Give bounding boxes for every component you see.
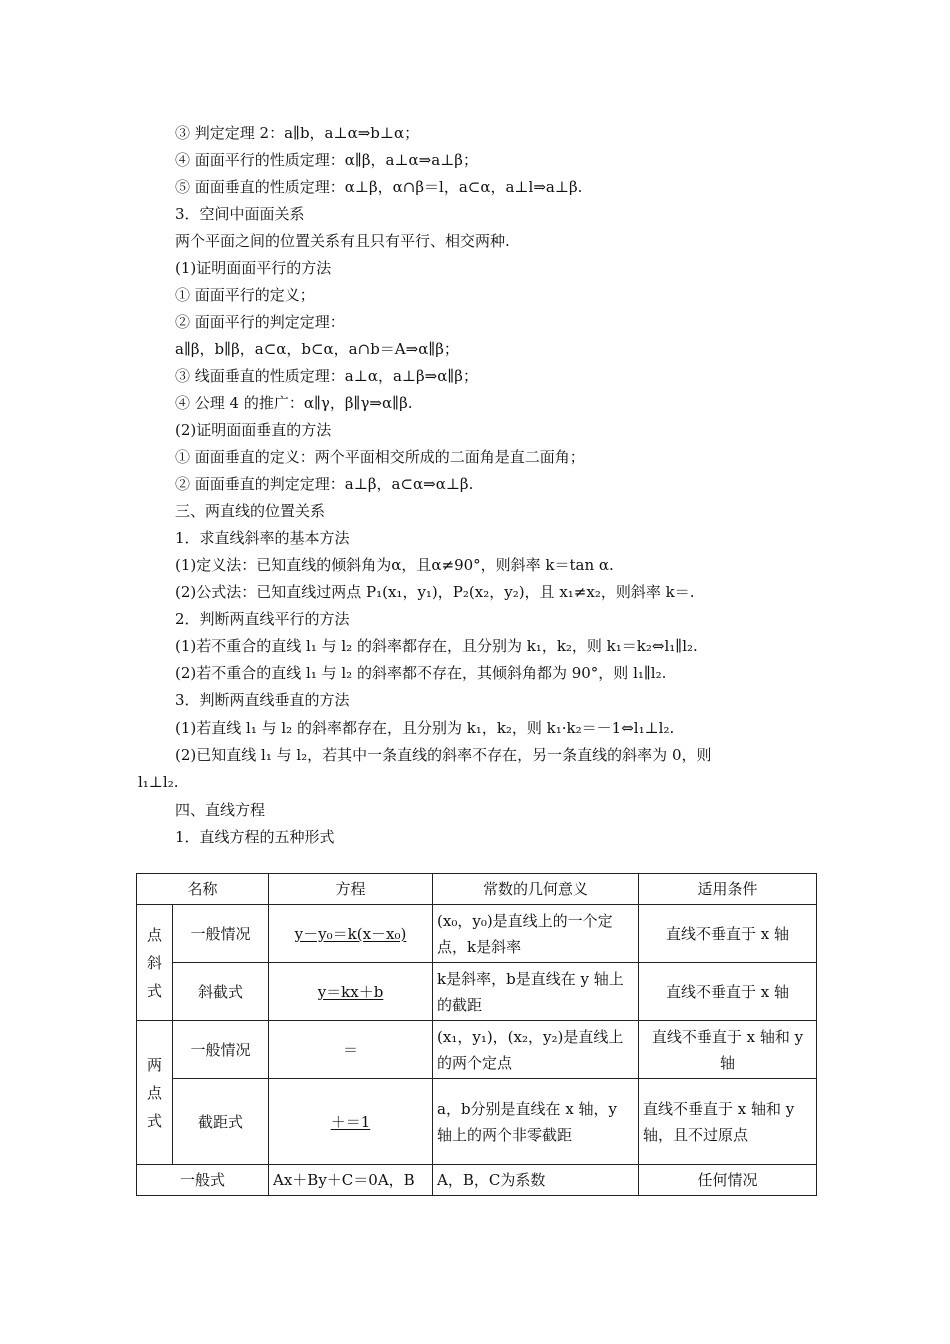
row-equation: y＝kx＋b bbox=[269, 963, 433, 1021]
row-condition: 直线不垂直于 x 轴 bbox=[639, 905, 817, 963]
text-line: l₁⊥l₂. bbox=[138, 773, 179, 791]
table-row bbox=[137, 1021, 817, 1079]
text-line: a∥β，b∥β，a⊂α，b⊂α，a∩b＝A⇒α∥β； bbox=[175, 340, 459, 358]
text-line: (2)已知直线 l₁ 与 l₂，若其中一条直线的斜率不存在，另一条直线的斜率为 0，则 bbox=[175, 746, 712, 764]
text-line: ② 面面平行的判定定理： bbox=[175, 313, 345, 331]
header-name: 名称 bbox=[137, 874, 269, 905]
row-meaning: (x₀，y₀)是直线上的一个定点，k是斜率 bbox=[433, 905, 639, 963]
section-heading: 三、两直线的位置关系 bbox=[175, 502, 326, 520]
header-condition: 适用条件 bbox=[639, 874, 817, 905]
text-line: (2)公式法：已知直线过两点 P₁(x₁，y₁)，P₂(x₂，y₂)，且 x₁≠x₂，则斜率 k＝. bbox=[175, 583, 695, 601]
table-row bbox=[137, 1165, 817, 1196]
row-name: 斜截式 bbox=[173, 963, 269, 1021]
text-line: (1)证明面面平行的方法 bbox=[175, 259, 332, 277]
header-equation: 方程 bbox=[269, 874, 433, 905]
text-line: 两个平面之间的位置关系有且只有平行、相交两种. bbox=[175, 232, 510, 250]
row-condition: 直线不垂直于 x 轴和 y 轴，且不过原点 bbox=[639, 1079, 817, 1165]
text-line: (1)定义法：已知直线的倾斜角为α，且α≠90°，则斜率 k＝tan α. bbox=[175, 556, 614, 574]
line-equation-forms-table bbox=[136, 873, 817, 1196]
row-meaning: a，b分别是直线在 x 轴，y 轴上的两个非零截距 bbox=[433, 1079, 639, 1165]
table-row bbox=[137, 1079, 817, 1165]
header-meaning: 常数的几何意义 bbox=[433, 874, 639, 905]
table-row bbox=[137, 963, 817, 1021]
row-equation: ＝ bbox=[269, 1021, 433, 1079]
row-meaning: A，B，C为系数 bbox=[433, 1165, 639, 1196]
section-heading: 1．求直线斜率的基本方法 bbox=[175, 529, 350, 547]
row-equation: ＋＝1 bbox=[269, 1079, 433, 1165]
group-two-point: 两点式 bbox=[137, 1021, 173, 1165]
text-line: ① 面面平行的定义； bbox=[175, 286, 315, 304]
row-name: 一般情况 bbox=[173, 1021, 269, 1079]
text-line: ⑤ 面面垂直的性质定理：α⊥β，α∩β＝l，a⊂α，a⊥l⇒a⊥β. bbox=[175, 178, 583, 196]
table-header-row bbox=[137, 874, 817, 905]
row-equation: Ax＋By＋C＝0A，B bbox=[269, 1165, 433, 1196]
group-point-slope: 点斜式 bbox=[137, 905, 173, 1021]
text-line: ③ 判定定理 2：a∥b，a⊥α⇒b⊥α； bbox=[175, 124, 420, 142]
section-heading: 四、直线方程 bbox=[175, 801, 266, 819]
row-meaning: (x₁，y₁)，(x₂，y₂)是直线上的两个定点 bbox=[433, 1021, 639, 1079]
row-name: 截距式 bbox=[173, 1079, 269, 1165]
text-line: ③ 线面垂直的性质定理：a⊥α，a⊥β⇒α∥β； bbox=[175, 367, 478, 385]
text-line: (1)若不重合的直线 l₁ 与 l₂ 的斜率都存在，且分别为 k₁，k₂，则 k₁＝k₂⇔l₁∥l₂. bbox=[175, 637, 698, 655]
text-line: ② 面面垂直的判定定理：a⊥β，a⊂α⇒α⊥β. bbox=[175, 475, 474, 493]
row-condition: 直线不垂直于 x 轴 bbox=[639, 963, 817, 1021]
section-heading: 2．判断两直线平行的方法 bbox=[175, 610, 350, 628]
table-row bbox=[137, 905, 817, 963]
section-heading: 3．判断两直线垂直的方法 bbox=[175, 691, 350, 709]
row-equation: y－y₀＝k(x－x₀) bbox=[269, 905, 433, 963]
text-line: ④ 公理 4 的推广：α∥γ，β∥γ⇒α∥β. bbox=[175, 394, 413, 412]
text-line: ④ 面面平行的性质定理：α∥β，a⊥α⇒a⊥β； bbox=[175, 151, 478, 169]
text-line: (2)证明面面垂直的方法 bbox=[175, 421, 332, 439]
text-line: ① 面面垂直的定义：两个平面相交所成的二面角是直二面角； bbox=[175, 448, 585, 466]
row-meaning: k是斜率，b是直线在 y 轴上的截距 bbox=[433, 963, 639, 1021]
section-heading: 1．直线方程的五种形式 bbox=[175, 828, 335, 846]
row-condition: 直线不垂直于 x 轴和 y 轴 bbox=[639, 1021, 817, 1079]
text-line: (1)若直线 l₁ 与 l₂ 的斜率都存在，且分别为 k₁，k₂，则 k₁·k₂＝－1⇔l₁⊥l₂. bbox=[175, 719, 675, 737]
row-name: 一般式 bbox=[137, 1165, 269, 1196]
row-condition: 任何情况 bbox=[639, 1165, 817, 1196]
section-heading: 3．空间中面面关系 bbox=[175, 205, 305, 223]
text-line: (2)若不重合的直线 l₁ 与 l₂ 的斜率都不存在，其倾斜角都为 90°，则 l₁∥l₂. bbox=[175, 664, 667, 682]
row-name: 一般情况 bbox=[173, 905, 269, 963]
